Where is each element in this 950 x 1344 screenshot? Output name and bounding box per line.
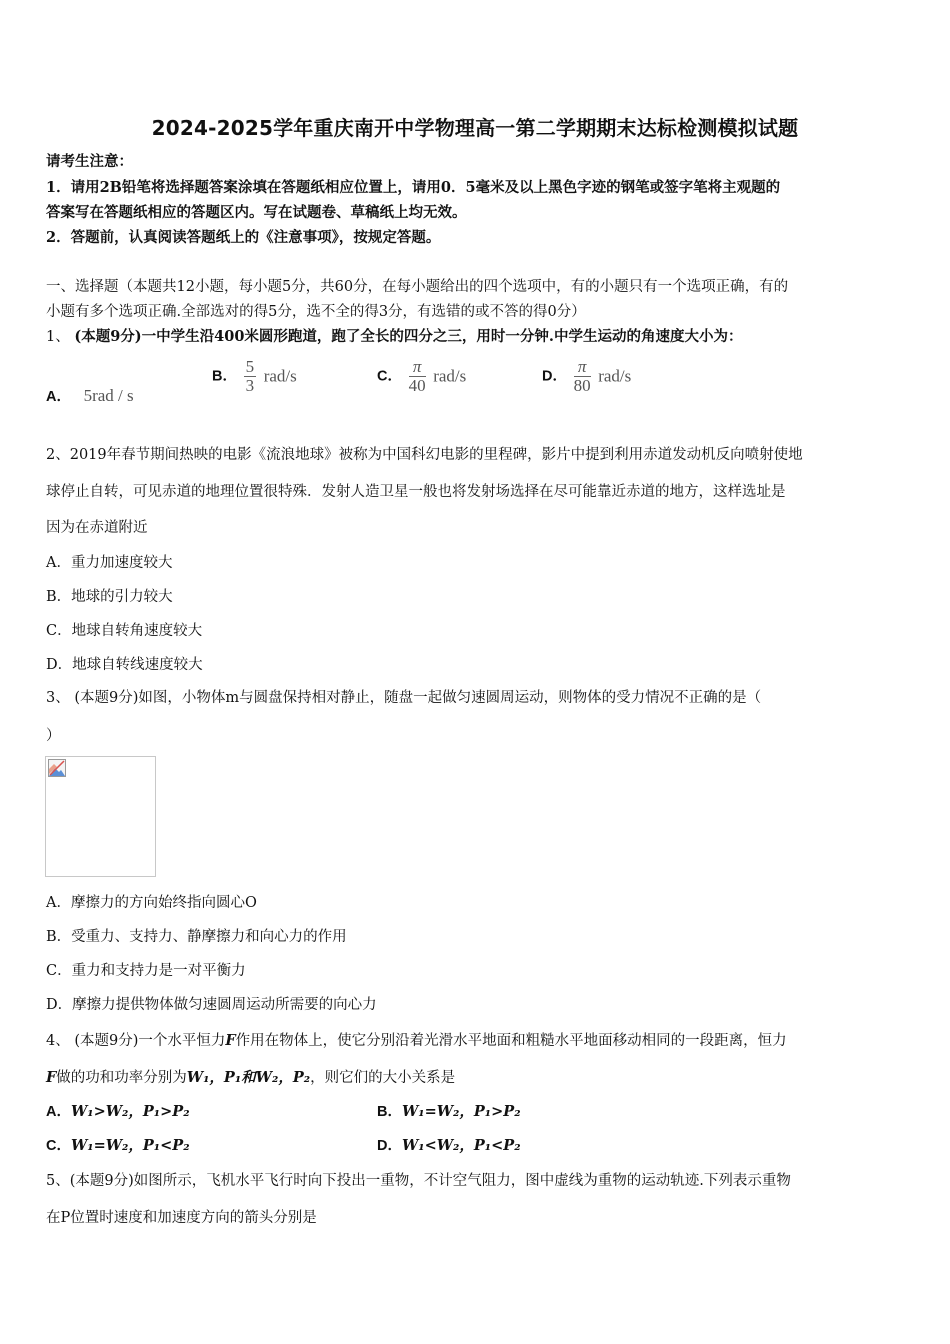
- q4-option-a: [46, 1102, 190, 1122]
- q1-option-a: [46, 386, 134, 407]
- q1-option-c: [377, 358, 466, 395]
- q4-option-a-text: W₁>W₂，P₁>P₂: [70, 1103, 190, 1120]
- q4-option-b: [377, 1102, 521, 1122]
- q1-text: (本题9分)一中学生沿400米圆形跑道，跑了全长的四分之三，用时一分钟.中学生运动的角速度大小为：: [74, 328, 743, 345]
- q3-option-c: C．重力和支持力是一对平衡力: [46, 963, 246, 979]
- q3-option-b: B．受重力、支持力、静摩擦力和向心力的作用: [46, 929, 347, 945]
- q2-stem-line-1: 2、2019年春节期间热映的电影《流浪地球》被称为中国科幻电影的里程碑，影片中提到利用赤道发动机反向喷射使地: [46, 447, 803, 463]
- q4-stem-2b: 做的功和功率分别为: [56, 1070, 187, 1086]
- section-heading-line-1: 一、选择题（本题共12小题，每小题5分，共60分，在每小题给出的四个选项中，有的小题只有一个选项正确，有的: [46, 279, 789, 295]
- q1-option-b-numerator: 5: [245, 357, 255, 376]
- q1-option-c-label: C．: [377, 368, 402, 385]
- q2-option-d: D．地球自转线速度较大: [46, 657, 203, 673]
- notice-heading: 请考生注意：: [46, 153, 133, 170]
- q4-option-c-label: C．: [46, 1138, 71, 1154]
- notice-line-3: 2．答题前，认真阅读答题纸上的《注意事项》，按规定答题。: [46, 229, 441, 246]
- notice-line-1: 1．请用2B铅笔将选择题答案涂填在答题纸相应位置上，请用0．5毫米及以上黑色字迹的钢笔或签字笔将主观题的: [46, 179, 781, 196]
- q4-option-d-text: W₁<W₂，P₁<P₂: [401, 1137, 521, 1154]
- q4-option-d: [377, 1136, 521, 1156]
- q1-option-b: [212, 358, 297, 395]
- q1-option-b-label: B．: [212, 368, 237, 385]
- q4-option-c-text: W₁=W₂，P₁<P₂: [70, 1137, 190, 1154]
- q1-stem: [46, 327, 742, 347]
- q2-option-a: A．重力加速度较大: [46, 555, 173, 571]
- notice-line-2: 答案写在答题纸相应的答题区内。写在试题卷、草稿纸上均无效。: [46, 204, 467, 221]
- q1-option-d-unit: rad/s: [598, 366, 632, 386]
- q3-option-d: D．摩擦力提供物体做匀速圆周运动所需要的向心力: [46, 997, 377, 1013]
- q1-option-c-numerator: π: [409, 358, 426, 377]
- q5-stem-line-2: 在P位置时速度和加速度方向的箭头分别是: [46, 1210, 317, 1226]
- q4-option-b-label: B．: [377, 1104, 402, 1120]
- q1-option-d-label: D．: [542, 368, 567, 385]
- q1-option-b-fraction: [244, 358, 257, 395]
- q4-stem-2c: ，则它们的大小关系是: [310, 1070, 456, 1086]
- page-title: 2024-2025学年重庆南开中学物理高一第二学期期末达标检测模拟试题: [151, 116, 799, 140]
- q4-force-symbol: F: [225, 1032, 236, 1049]
- q1-option-b-denominator: 3: [245, 376, 255, 395]
- q3-stem-line-1: 3、 (本题9分)如图，小物体m与圆盘保持相对静止，随盘一起做匀速圆周运动，则物体的受力情况不正确的是（: [46, 690, 762, 706]
- q3-figure-placeholder: [45, 756, 156, 877]
- q1-option-d-denominator: 80: [573, 376, 591, 395]
- q4-force-symbol-2: F: [46, 1069, 57, 1086]
- q4-option-b-text: W₁=W₂，P₁>P₂: [401, 1103, 521, 1120]
- q5-stem-line-1: 5、(本题9分)如图所示，飞机水平飞行时向下投出一重物，不计空气阻力，图中虚线为重物的运动轨迹.下列表示重物: [46, 1173, 791, 1189]
- q1-option-c-denominator: 40: [408, 376, 426, 395]
- q4-work-power-vars: W₁，P₁和W₂，P₂: [186, 1069, 311, 1086]
- q2-stem-line-2: 球停止自转，可见赤道的地理位置很特殊．发射人造卫星一般也将发射场选择在尽可能靠近赤道的地方，这样选址是: [46, 484, 786, 500]
- q1-option-c-fraction: [409, 358, 426, 395]
- q4-option-c: [46, 1136, 190, 1156]
- q4-option-d-label: D．: [377, 1138, 402, 1154]
- q1-option-a-label: A．: [46, 389, 71, 405]
- q1-option-c-unit: rad/s: [433, 366, 467, 386]
- q1-option-d: [542, 358, 631, 395]
- q4-stem-line-2: [46, 1068, 455, 1088]
- q3-option-a: A．摩擦力的方向始终指向圆心O: [46, 895, 257, 911]
- q2-option-b: B．地球的引力较大: [46, 589, 173, 605]
- q4-stem-line-1: [46, 1031, 787, 1051]
- q1-prefix: 1、: [46, 329, 70, 345]
- q2-stem-line-3: 因为在赤道附近: [46, 520, 148, 536]
- q2-option-c: C．地球自转角速度较大: [46, 623, 203, 639]
- q4-stem-1a: 4、 (本题9分)一个水平恒力: [46, 1033, 226, 1049]
- broken-image-icon: [48, 759, 66, 777]
- q1-option-b-unit: rad/s: [263, 366, 297, 386]
- q3-stem-line-2: ）: [46, 728, 61, 744]
- q1-option-a-value: 5rad / s: [83, 386, 134, 405]
- q1-option-d-fraction: [574, 358, 591, 395]
- q1-option-d-numerator: π: [574, 358, 591, 377]
- q4-option-a-label: A．: [46, 1104, 71, 1120]
- q4-stem-1b: 作用在物体上，使它分别沿着光滑水平地面和粗糙水平地面移动相同的一段距离，恒力: [235, 1033, 787, 1049]
- section-heading-line-2: 小题有多个选项正确.全部选对的得5分，选不全的得3分，有选错的或不答的得0分）: [46, 304, 586, 320]
